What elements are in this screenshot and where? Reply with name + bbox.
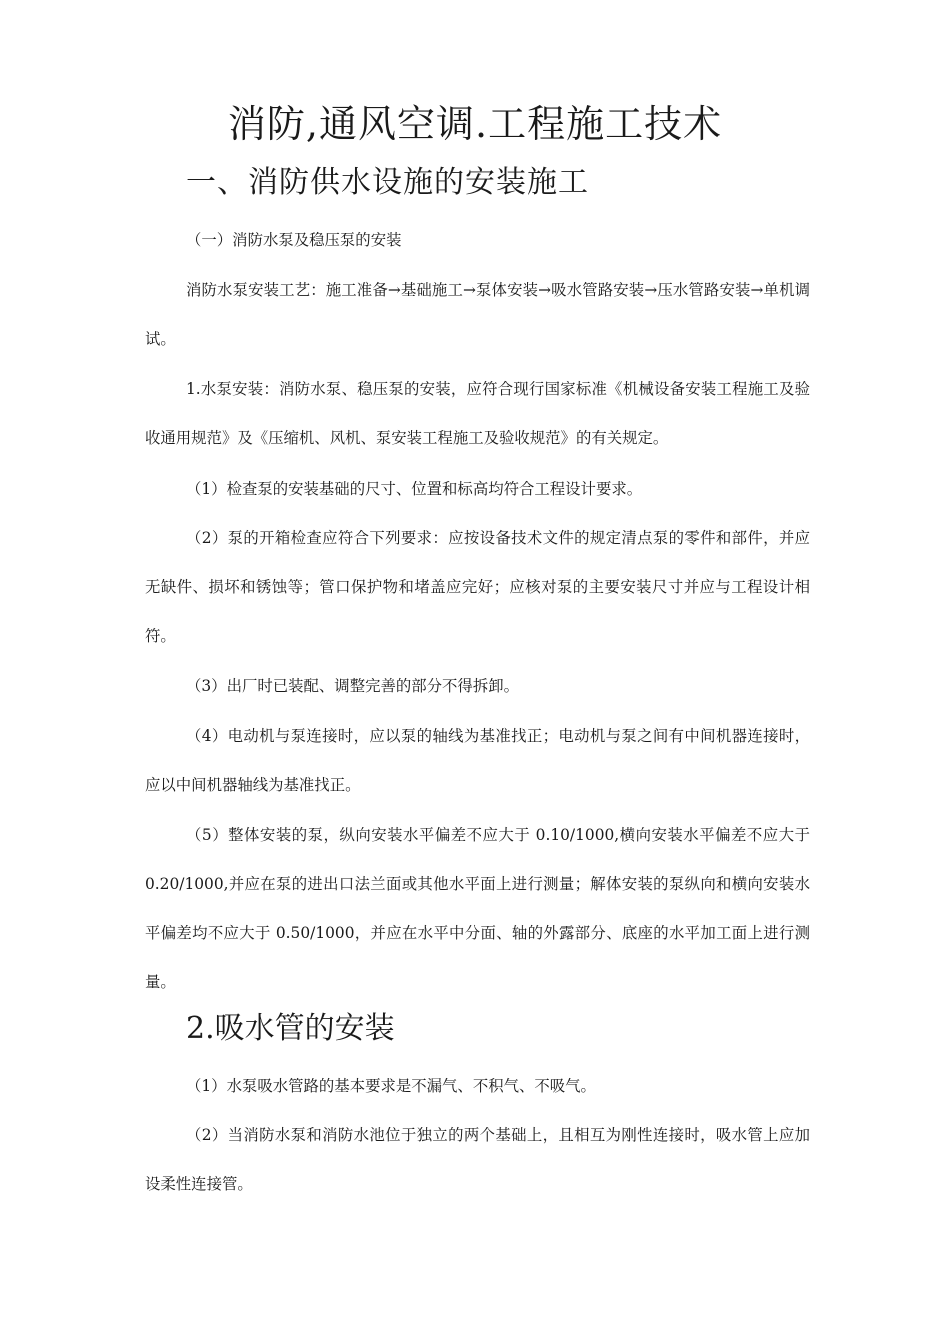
item2-point-2: （2）当消防水泵和消防水池位于独立的两个基础上，且相互为刚性连接时，吸水管上应加设柔性连接管。	[145, 1126, 810, 1193]
subsection1-heading: （一）消防水泵及稳压泵的安装	[186, 231, 402, 249]
document-title: 消防,通风空调.工程施工技术	[227, 102, 723, 146]
item1-paragraph: 1.水泵安装：消防水泵、稳压泵的安装，应符合现行国家标准《机械设备安装工程施工及验收通用规范》及《压缩机、风机、泵安装工程施工及验收规范》的有关规定。	[145, 380, 810, 447]
item1-point-3: （3）出厂时已装配、调整完善的部分不得拆卸。	[186, 677, 519, 695]
process-paragraph: 消防水泵安装工艺：施工准备→基础施工→泵体安装→吸水管路安装→压水管路安装→单机调试。	[145, 281, 810, 348]
item1-point-4: （4）电动机与泵连接时，应以泵的轴线为基准找正；电动机与泵之间有中间机器连接时，应以中间机器轴线为基准找正。	[145, 727, 810, 794]
item1-point-5: （5）整体安装的泵，纵向安装水平偏差不应大于 0.10/1000,横向安装水平偏差不应大于 0.20/1000,并应在泵的进出口法兰面或其他水平面上进行测量；解体安装的泵纵向和横向安装水平偏差均不应大于 0.50/1000，并应在水平中分面、轴的外露部分、底座的水平加工面上进行测量。	[145, 826, 810, 991]
section1-heading: 一、消防供水设施的安装施工	[186, 165, 589, 200]
item1-point-2: （2）泵的开箱检查应符合下列要求：应按设备技术文件的规定清点泵的零件和部件，并应无缺件、损坏和锈蚀等；管口保护物和堵盖应完好；应核对泵的主要安装尺寸并应与工程设计相符。	[145, 529, 810, 645]
item1-point-1: （1）检查泵的安装基础的尺寸、位置和标高均符合工程设计要求。	[186, 480, 643, 498]
item2-point-1: （1）水泵吸水管路的基本要求是不漏气、不积气、不吸气。	[186, 1077, 596, 1095]
section2-heading: 2.吸水管的安装	[186, 1011, 395, 1046]
